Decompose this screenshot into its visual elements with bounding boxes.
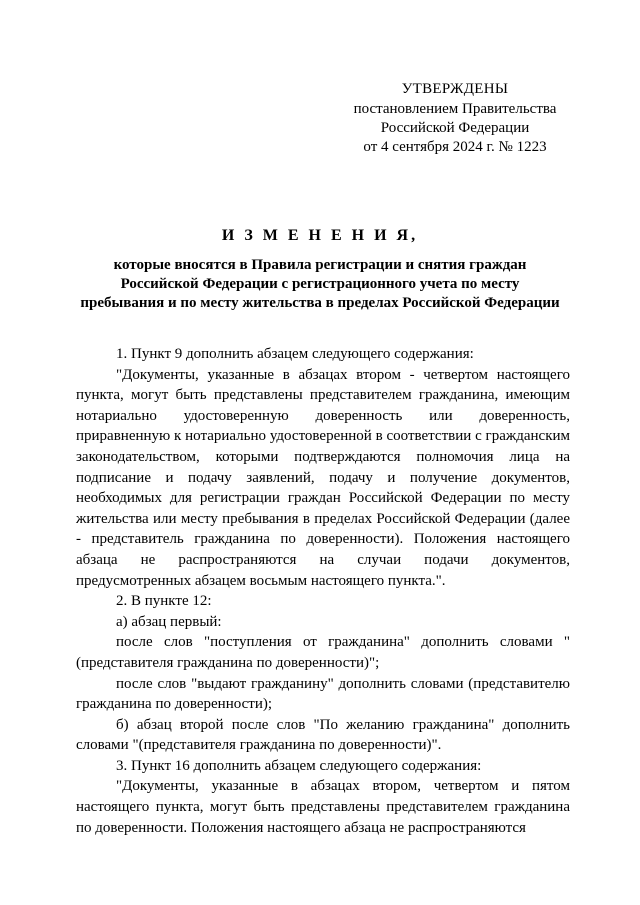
approval-date-line: от 4 сентября 2024 г. № 1223 [363,139,547,155]
paragraph: б) абзац второй после слов "По желанию гражданина" дополнить словами "(представителя гражданина по доверенности)". [76,716,570,754]
approval-title: УТВЕРЖДЕНЫ [401,81,509,97]
document-heading [60,226,580,313]
document-subtitle-line: которые вносятся в Правила регистрации и снятия граждан [113,257,527,273]
paragraph: после слов "выдают гражданину" дополнить словами (представителю гражданина по доверенности); [76,675,570,713]
document-subtitle-line: Российской Федерации с регистрационного учета по месту [120,276,520,292]
document-body [76,344,570,838]
approval-stamp [330,80,580,157]
paragraph: 1. Пункт 9 дополнить абзацем следующего содержания: [116,346,474,362]
paragraph: "Документы, указанные в абзацах втором - четвертом настоящего пункта, могут быть представлены представителем гражданина, имеющим нотариально удостоверенную доверенность или доверенность, приравненную к нотариально удостоверенной в соответствии с гражданским законодательством, которыми подтверждаются полномочия лица на подписание и подачу заявлений, подачу и получение документов, необходимых для регистрации граждан Российской Федерации по месту жительства или месту пребывания в пределах Российской Федерации (далее - представитель гражданина по доверенности). Положения настоящего абзаца не распространяются на случаи подачи документов, предусмотренных абзацем восьмым настоящего пункта.". [76,366,570,589]
document-title: И З М Е Н Е Н И Я, [221,227,419,244]
paragraph: 3. Пункт 16 дополнить абзацем следующего содержания: [116,757,482,774]
paragraph: а) абзац первый: [116,613,222,630]
approval-line: постановлением Правительства [353,101,557,117]
paragraph: "Документы, указанные в абзацах втором, четвертом и пятом настоящего пункта, могут быть представлены представителем гражданина по доверенности. Положения настоящего абзаца не распространяются [76,778,570,836]
paragraph: после слов "поступления от гражданина" дополнить словами "(представителя гражданина по доверенности)"; [76,634,570,671]
paragraph: 2. В пункте 12: [116,593,212,610]
approval-line: Российской Федерации [380,120,530,136]
document-subtitle-line: пребывания и по месту жительства в пределах Российской Федерации [80,295,560,311]
